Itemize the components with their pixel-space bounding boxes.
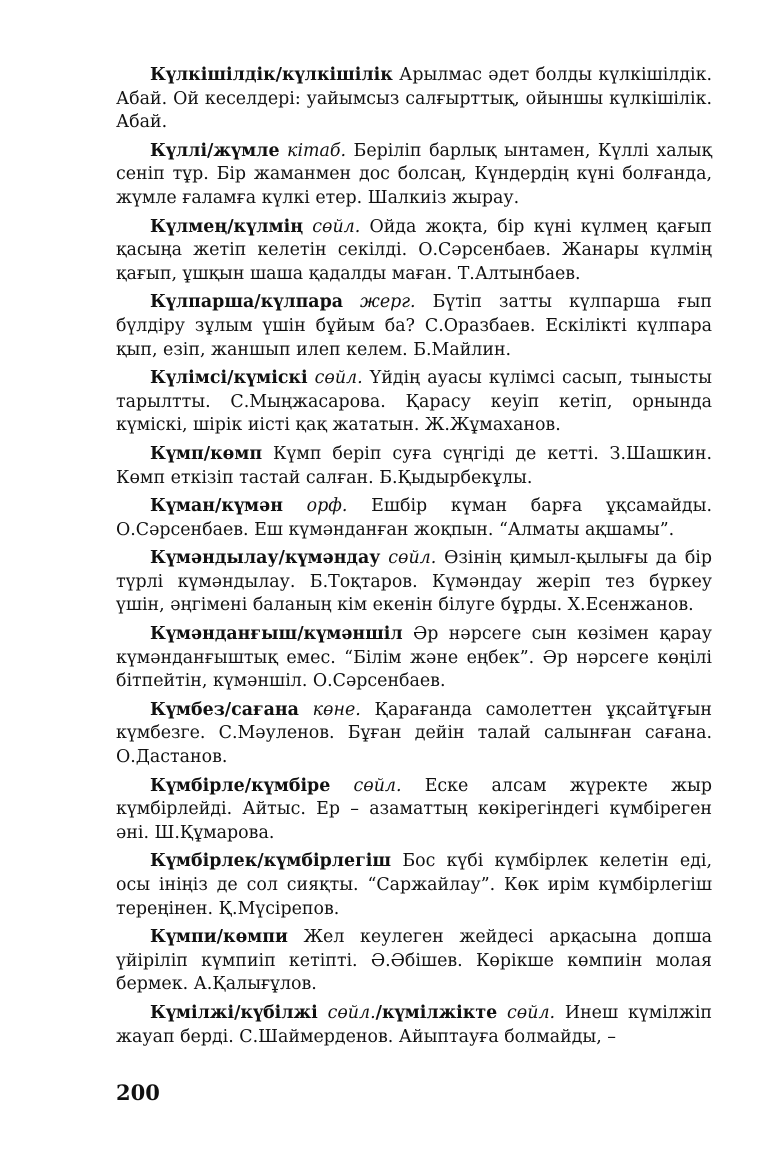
entry-text: Әр нәрсеге сын көзімен қарау күмәнданғыштық емес. “Білім және еңбек”. Әр нәрсеге көңілі бітпейтін, күмәншіл. О.Сәрсенбаев. <box>116 624 712 692</box>
entry-text: Ойда жоқта, бір күні күлмең қағып қасыңа жетіп келетін секілді. О.Сәрсенбаев. Жанары күлмің қағып, ұшқын шаша қадалды маған. Т.Алтынбаев. <box>116 216 712 284</box>
headword: Күмпи/көмпи <box>150 927 288 948</box>
usage-label: сөйл. <box>380 548 437 569</box>
headword: Күмбірлек/күмбірлегіш <box>150 851 392 872</box>
dictionary-text <box>116 64 712 1054</box>
usage-label: сөйл. <box>303 216 361 237</box>
headword: Күмбірле/күмбіре <box>150 775 331 796</box>
dictionary-entry <box>116 1002 712 1049</box>
dictionary-entry <box>116 64 712 135</box>
entry-text: Жел кеулеген жейдесі арқасына допша үйіріліп күмпиіп кетіпті. Ә.Әбішев. Көрікше көмпиін молая бермек. А.Қалығұлов. <box>116 927 712 995</box>
headword: Күлімсі/күміскі <box>150 368 308 389</box>
entry-text: Үйдің ауасы күлімсі сасып, тынысты тарылтты. С.Мыңжасарова. Қарасу кеуіп кетіп, орнында күміскі, шірік иісті қақ жататын. Ж.Жұмаханов. <box>116 368 713 436</box>
usage-label: сөйл. <box>497 1002 556 1023</box>
usage-label: сөйл. <box>317 1002 376 1023</box>
usage-label: сөйл. <box>330 775 402 796</box>
entry-text: Беріліп барлық ынтамен, Күллі халық сеніп тұр. Бір жаманмен дос болсаң, Күндердің күні болғанда, жүмле ғаламға күлкі етер. Шалкиіз жырау. <box>116 140 712 208</box>
usage-label: көне. <box>298 699 361 720</box>
headword-variant: /күмілжікте <box>375 1002 498 1023</box>
dictionary-entry <box>116 140 712 211</box>
headword: Күлпарша/күлпара <box>150 292 344 313</box>
dictionary-entry <box>116 699 712 770</box>
dictionary-entry <box>116 443 712 490</box>
headword: Күмәнданғыш/күмәншіл <box>150 624 403 645</box>
dictionary-entry <box>116 495 712 542</box>
dictionary-entry <box>116 623 712 694</box>
entry-text: Күмп беріп суға сүңгіді де кетті. З.Шашкин. Көмп еткізіп тастай салған. Б.Қыдырбекұлы. <box>116 443 712 488</box>
dictionary-entry <box>116 926 712 997</box>
dictionary-entry <box>116 291 712 362</box>
usage-label: сөйл. <box>307 368 363 389</box>
headword: Күмбез/сағана <box>150 699 299 720</box>
entry-text: Қарағанда самолеттен ұқсайтұғын күмбезге. С.Мәуленов. Бұған дейін талай салынған сағана. О.Дастанов. <box>116 699 712 768</box>
headword: Күмп/көмп <box>150 443 263 464</box>
headword: Күман/күмән <box>150 496 283 517</box>
entry-text: Арылмас әдет болды күлкішілдік. Абай. Ой кеселдері: уайымсыз салғырттық, ойыншы күлкішілік. Абай. <box>116 65 712 133</box>
entry-text: Бос күбі күмбірлек келетін еді, осы ініңіз де сол сияқты. “Саржайлау”. Көк ирім күмбірлегіш тереңінен. Қ.Мүсірепов. <box>116 851 712 919</box>
dictionary-entry <box>116 547 712 618</box>
headword: Күлкішілдік/күлкішілік <box>150 65 393 85</box>
entry-text: Инеш күмілжіп жауап берді. С.Шаймерденов. Айыптауға болмайды, – <box>116 1002 712 1047</box>
entry-text: Еске алсам жүректе жыр күмбірлейді. Айтыс. Ер – азаматтың көкірегіндегі күмбіреген әні. Ш.Құмарова. <box>116 775 712 843</box>
dictionary-entry <box>116 850 712 921</box>
entry-text: Бүтіп затты күлпарша ғып бүлдіру зұлым үшін бұйым ба? С.Оразбаев. Ескілікті күлпара қып, езіп, жаншып илеп келем. Б.Майлин. <box>116 292 712 360</box>
entry-text: Ешбір күман барға ұқсамайды. О.Сәрсенбаев. Еш күмәнданған жоқпын. “Алматы ақшамы”. <box>116 496 712 540</box>
dictionary-entry <box>116 216 712 287</box>
usage-label: жерг. <box>343 292 416 313</box>
headword: Күллі/жүмле <box>150 140 280 161</box>
headword: Күмәндылау/күмәндау <box>150 548 381 569</box>
headword: Күмілжі/күбілжі <box>150 1002 318 1023</box>
page-number: 200 <box>116 1080 160 1105</box>
usage-label: кітаб. <box>279 140 347 161</box>
usage-label: орф. <box>282 496 348 517</box>
dictionary-entry <box>116 367 712 438</box>
entry-text: Өзінің қимыл-қылығы да бір түрлі күмәндылау. Б.Тоқтаров. Күмәндау жеріп тез бүркеу үшін, әңгімені баланың кім екенін білуге бұрды. Х.Есенжанов. <box>116 548 712 616</box>
dictionary-entry <box>116 775 712 846</box>
headword: Күлмең/күлмің <box>150 216 304 237</box>
